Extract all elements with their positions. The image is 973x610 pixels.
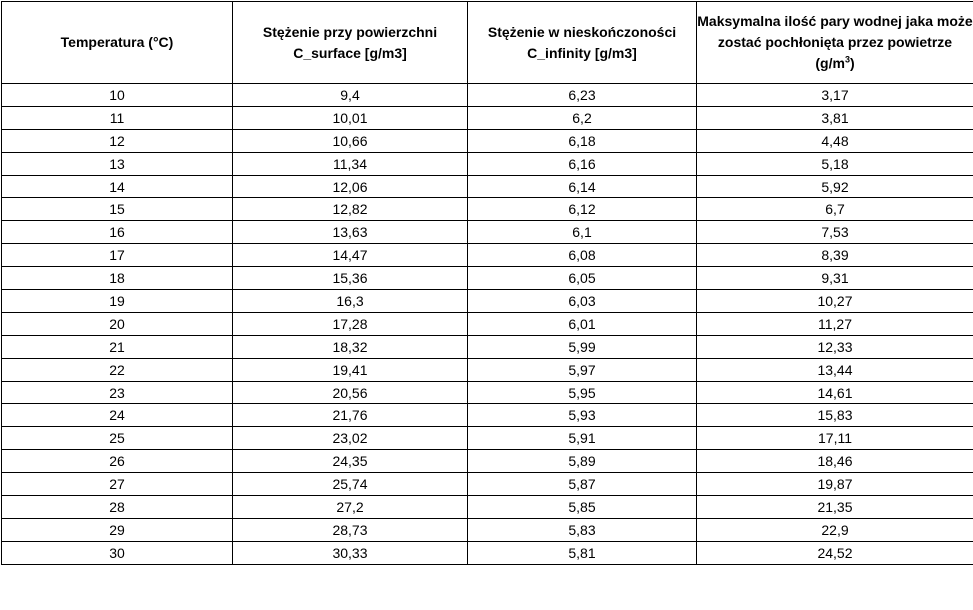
table-row (2, 335, 973, 358)
temperature-cell[interactable]: 15 (2, 198, 233, 221)
c-surface-cell[interactable]: 15,36 (233, 267, 468, 290)
temperature-cell[interactable]: 19 (2, 290, 233, 313)
c-surface-cell[interactable]: 20,56 (233, 381, 468, 404)
max-vapor-cell[interactable]: 21,35 (697, 496, 973, 519)
c-surface-cell[interactable]: 12,06 (233, 175, 468, 198)
c-surface-cell[interactable]: 9,4 (233, 84, 468, 107)
c-infinity-cell[interactable]: 5,99 (468, 335, 697, 358)
max-vapor-cell[interactable]: 12,33 (697, 335, 973, 358)
temperature-cell[interactable]: 13 (2, 152, 233, 175)
temperature-cell[interactable]: 26 (2, 450, 233, 473)
c-surface-cell[interactable]: 10,66 (233, 129, 468, 152)
c-infinity-cell[interactable]: 5,89 (468, 450, 697, 473)
max-vapor-cell[interactable]: 19,87 (697, 473, 973, 496)
table-row (2, 290, 973, 313)
max-vapor-cell[interactable]: 11,27 (697, 312, 973, 335)
temperature-cell[interactable]: 14 (2, 175, 233, 198)
temperature-cell[interactable]: 16 (2, 221, 233, 244)
c-infinity-cell[interactable]: 6,18 (468, 129, 697, 152)
table-row (2, 496, 973, 519)
c-infinity-cell[interactable]: 6,23 (468, 84, 697, 107)
c-surface-cell[interactable]: 28,73 (233, 518, 468, 541)
table-row (2, 267, 973, 290)
max-vapor-cell[interactable]: 6,7 (697, 198, 973, 221)
c-infinity-cell[interactable]: 6,01 (468, 312, 697, 335)
c-infinity-cell[interactable]: 6,2 (468, 106, 697, 129)
max-vapor-cell[interactable]: 5,92 (697, 175, 973, 198)
table-row (2, 175, 973, 198)
temperature-cell[interactable]: 20 (2, 312, 233, 335)
c-surface-cell[interactable]: 10,01 (233, 106, 468, 129)
c-surface-cell[interactable]: 19,41 (233, 358, 468, 381)
c-infinity-cell[interactable]: 5,87 (468, 473, 697, 496)
table-row (2, 244, 973, 267)
max-vapor-cell[interactable]: 7,53 (697, 221, 973, 244)
table-row (2, 450, 973, 473)
c-surface-cell[interactable]: 17,28 (233, 312, 468, 335)
table-row (2, 198, 973, 221)
table-row (2, 152, 973, 175)
max-vapor-cell[interactable]: 3,17 (697, 84, 973, 107)
table-row (2, 518, 973, 541)
max-vapor-cell[interactable]: 14,61 (697, 381, 973, 404)
header-temperature[interactable]: Temperatura (°C) (2, 2, 233, 84)
c-infinity-cell[interactable]: 5,81 (468, 541, 697, 564)
c-infinity-cell[interactable]: 6,14 (468, 175, 697, 198)
c-infinity-cell[interactable]: 6,16 (468, 152, 697, 175)
header-max-water-vapor[interactable]: Maksymalna ilość pary wodnej jaka może zostać pochłonięta przez powietrze $(g/m^3)$ (697, 2, 973, 84)
max-vapor-cell[interactable]: 5,18 (697, 152, 973, 175)
max-vapor-cell[interactable]: 3,81 (697, 106, 973, 129)
c-surface-cell[interactable]: 16,3 (233, 290, 468, 313)
c-surface-cell[interactable]: 21,76 (233, 404, 468, 427)
c-surface-cell[interactable]: 14,47 (233, 244, 468, 267)
temperature-cell[interactable]: 18 (2, 267, 233, 290)
c-infinity-cell[interactable]: 5,95 (468, 381, 697, 404)
table-row (2, 541, 973, 564)
table-row (2, 312, 973, 335)
temperature-cell[interactable]: 17 (2, 244, 233, 267)
table-body (2, 84, 973, 565)
c-infinity-cell[interactable]: 6,1 (468, 221, 697, 244)
table-row (2, 106, 973, 129)
max-vapor-cell[interactable]: 4,48 (697, 129, 973, 152)
c-surface-cell[interactable]: 25,74 (233, 473, 468, 496)
temperature-cell[interactable]: 22 (2, 358, 233, 381)
max-vapor-cell[interactable]: 22,9 (697, 518, 973, 541)
temperature-cell[interactable]: 27 (2, 473, 233, 496)
c-infinity-cell[interactable]: 6,08 (468, 244, 697, 267)
temperature-cell[interactable]: 25 (2, 427, 233, 450)
c-surface-cell[interactable]: 13,63 (233, 221, 468, 244)
c-infinity-cell[interactable]: 6,05 (468, 267, 697, 290)
c-infinity-cell[interactable]: 6,12 (468, 198, 697, 221)
c-infinity-cell[interactable]: 6,03 (468, 290, 697, 313)
c-surface-cell[interactable]: 12,82 (233, 198, 468, 221)
max-vapor-cell[interactable]: 8,39 (697, 244, 973, 267)
table-row (2, 221, 973, 244)
c-surface-cell[interactable]: 11,34 (233, 152, 468, 175)
max-vapor-cell[interactable]: 9,31 (697, 267, 973, 290)
header-row (2, 2, 973, 84)
table-row (2, 84, 973, 107)
table-row (2, 404, 973, 427)
c-surface-cell[interactable]: 24,35 (233, 450, 468, 473)
temperature-cell[interactable]: 28 (2, 496, 233, 519)
header-c-infinity[interactable]: Stężenie w nieskończoności C_infinity [g/m3] (468, 2, 697, 84)
temperature-cell[interactable]: 30 (2, 541, 233, 564)
max-vapor-cell[interactable]: 18,46 (697, 450, 973, 473)
table-header (2, 2, 973, 84)
table-row (2, 358, 973, 381)
header-c-surface[interactable]: Stężenie przy powierzchni C_surface [g/m3] (233, 2, 468, 84)
c-infinity-cell[interactable]: 5,97 (468, 358, 697, 381)
c-infinity-cell[interactable]: 5,83 (468, 518, 697, 541)
temperature-cell[interactable]: 23 (2, 381, 233, 404)
c-infinity-cell[interactable]: 5,85 (468, 496, 697, 519)
max-vapor-cell[interactable]: 13,44 (697, 358, 973, 381)
temperature-cell[interactable]: 29 (2, 518, 233, 541)
temperature-cell[interactable]: 10 (2, 84, 233, 107)
max-vapor-cell[interactable]: 24,52 (697, 541, 973, 564)
c-infinity-cell[interactable]: 5,91 (468, 427, 697, 450)
c-infinity-cell[interactable]: 5,93 (468, 404, 697, 427)
c-surface-cell[interactable]: 27,2 (233, 496, 468, 519)
temperature-cell[interactable]: 11 (2, 106, 233, 129)
table-row (2, 381, 973, 404)
temperature-cell[interactable]: 24 (2, 404, 233, 427)
max-vapor-cell[interactable]: 15,83 (697, 404, 973, 427)
table-row (2, 473, 973, 496)
temperature-cell[interactable]: 12 (2, 129, 233, 152)
c-surface-cell[interactable]: 23,02 (233, 427, 468, 450)
data-table (1, 1, 973, 565)
table-row (2, 427, 973, 450)
max-vapor-cell[interactable]: 10,27 (697, 290, 973, 313)
table-row (2, 129, 973, 152)
max-vapor-cell[interactable]: 17,11 (697, 427, 973, 450)
c-surface-cell[interactable]: 18,32 (233, 335, 468, 358)
temperature-cell[interactable]: 21 (2, 335, 233, 358)
c-surface-cell[interactable]: 30,33 (233, 541, 468, 564)
